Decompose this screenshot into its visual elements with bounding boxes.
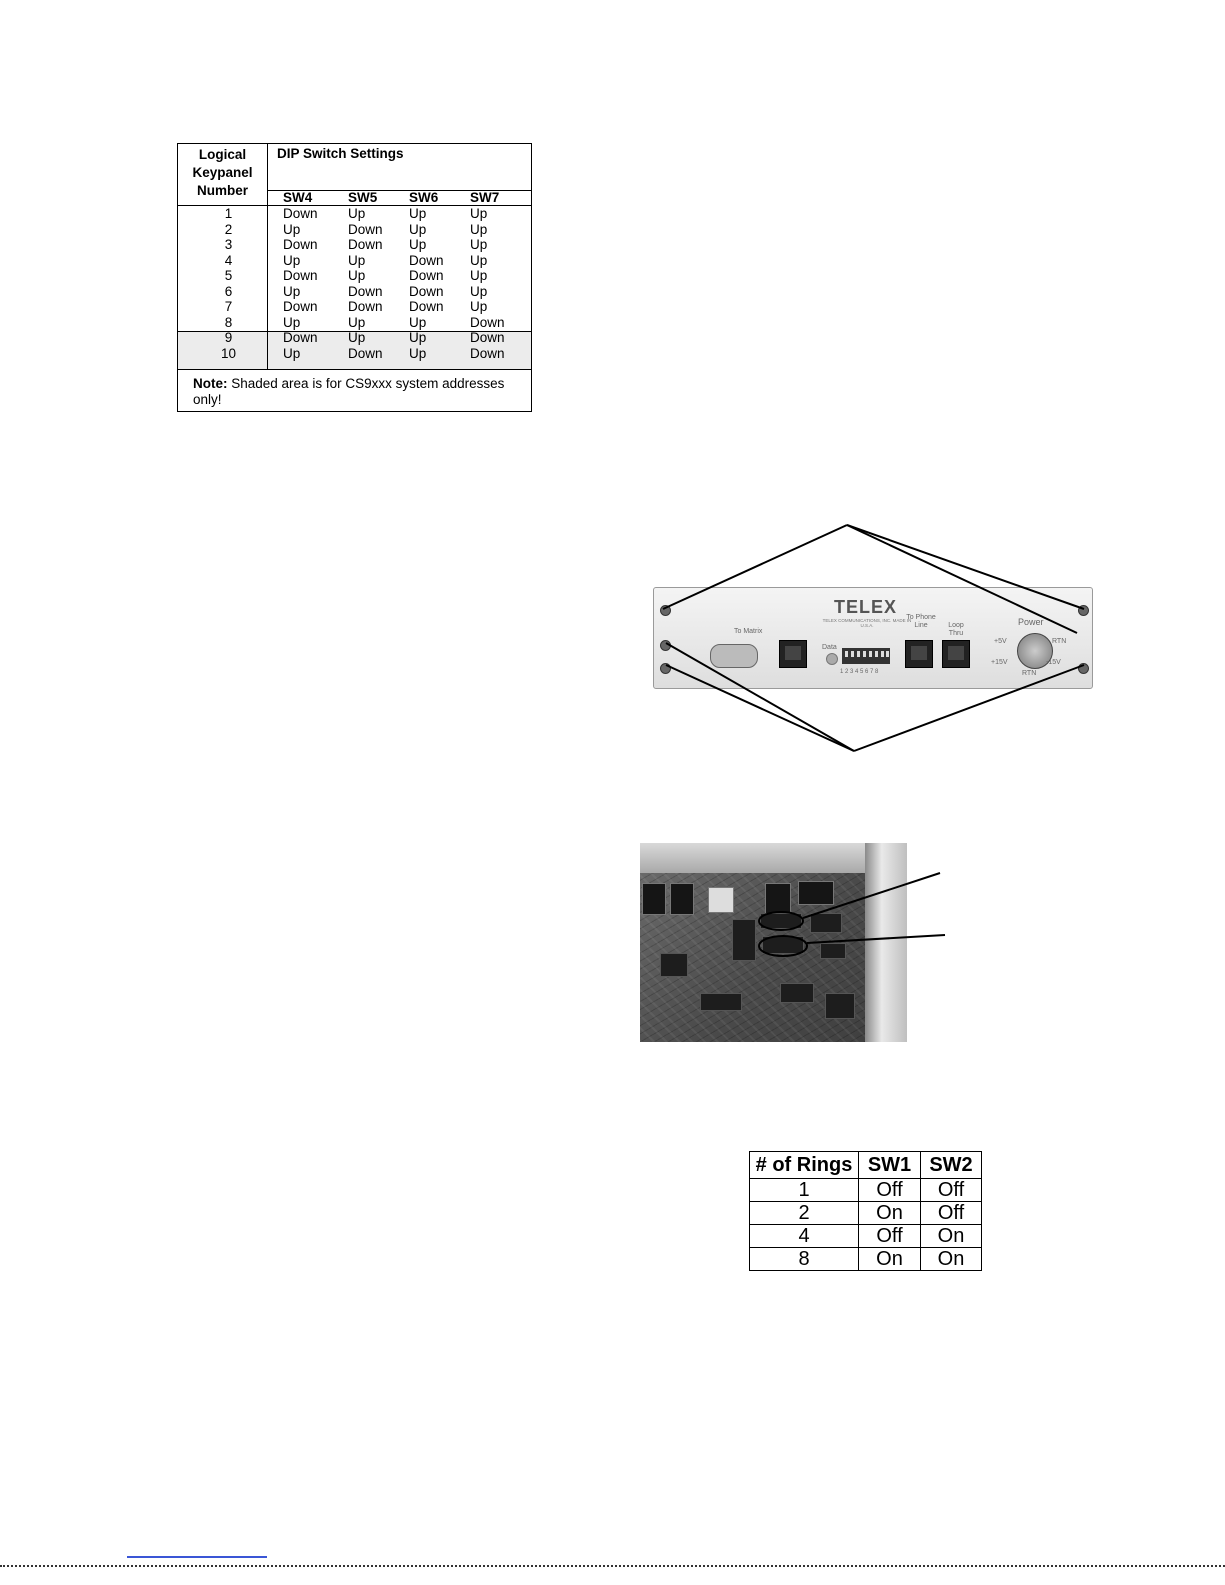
circuit-board-photo bbox=[640, 843, 960, 1043]
column-header-sw7: SW7 bbox=[470, 190, 500, 205]
header-logical-keypanel-number: Logical Keypanel Number bbox=[192, 147, 253, 198]
column-header-sw5: SW5 bbox=[348, 190, 378, 205]
table-header-row bbox=[750, 1152, 982, 1179]
power-label: Power bbox=[1018, 617, 1044, 627]
panel-front-photo bbox=[590, 515, 1110, 760]
rings-table bbox=[749, 1151, 982, 1271]
data-label: Data bbox=[822, 644, 837, 651]
table-row: 4 Up Up Down Up bbox=[224, 252, 488, 268]
column-header-sw6: SW6 bbox=[409, 190, 439, 205]
dip-switch-table bbox=[177, 143, 532, 412]
footer-dotted-rule bbox=[0, 1565, 1225, 1567]
column-header-sw2: SW2 bbox=[921, 1152, 982, 1179]
rtn-bottom-label: RTN bbox=[1022, 670, 1037, 677]
table-row: 7 Down Down Down Up bbox=[224, 299, 488, 314]
telex-logo: TELEX bbox=[834, 597, 898, 617]
table-row: 8 On On bbox=[750, 1248, 982, 1271]
table-row: 5 Down Up Down Up bbox=[224, 268, 488, 283]
table-row: 8 Up Up Up Down bbox=[224, 314, 505, 330]
column-header-sw1: SW1 bbox=[859, 1152, 921, 1179]
table-row: 2 Up Down Up Up bbox=[224, 221, 488, 237]
plus5v-label: +5V bbox=[994, 638, 1007, 645]
board-callouts bbox=[640, 843, 960, 1043]
telex-subtext: TELEX COMMUNICATIONS, INC. MADE IN U.S.A. bbox=[822, 618, 912, 628]
loop-thru-label: Loop Thru bbox=[948, 622, 964, 637]
to-phone-line-label: To Phone Line bbox=[906, 614, 936, 629]
table-row: 4 Off On bbox=[750, 1225, 982, 1248]
table-row: 2 On Off bbox=[750, 1202, 982, 1225]
minus15v-label: -15V bbox=[1046, 659, 1061, 666]
table-row: 1 Down Up Up Up bbox=[224, 206, 488, 221]
table-row: 1 Off Off bbox=[750, 1179, 982, 1202]
column-header-rings: # of Rings bbox=[750, 1152, 859, 1179]
column-header-sw4: SW4 bbox=[283, 190, 313, 205]
callout-lines bbox=[590, 515, 1110, 760]
table-row: 6 Up Down Down Up bbox=[224, 283, 488, 299]
note-label: Note: bbox=[193, 376, 228, 391]
table-row: 10 Up Down Up Down bbox=[220, 345, 505, 361]
dip-numbers-label: 1 2 3 4 5 6 7 8 bbox=[840, 669, 879, 675]
dip-table-body bbox=[178, 206, 531, 361]
note-text: Shaded area is for CS9xxx system addresses only! bbox=[193, 376, 505, 407]
header-dip-switch-settings: DIP Switch Settings bbox=[277, 146, 404, 161]
table-row: 9 Down Up Up Down bbox=[224, 330, 505, 345]
to-matrix-label: To Matrix bbox=[734, 628, 763, 635]
plus15v-label: +15V bbox=[991, 659, 1008, 666]
footer-hyperlink-underline[interactable] bbox=[127, 1556, 267, 1558]
rtn-top-label: RTN bbox=[1052, 638, 1067, 645]
table-row: 3 Down Down Up Up bbox=[224, 237, 488, 252]
table-note bbox=[193, 376, 523, 408]
